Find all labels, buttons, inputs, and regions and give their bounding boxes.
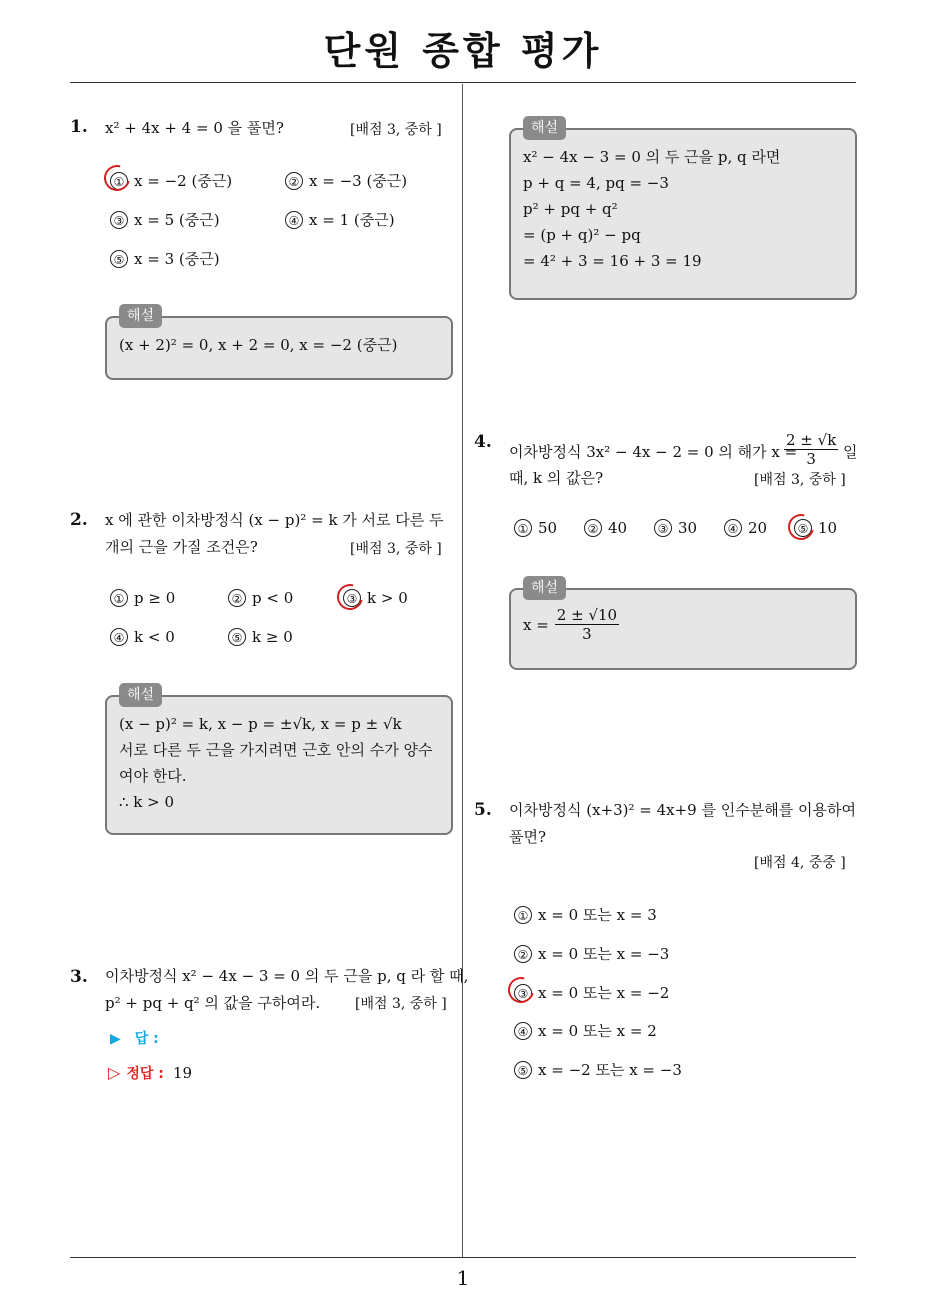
- q3-score: [배점 3, 중하 ]: [355, 996, 447, 1012]
- q5-score: [배점 4, 중중 ]: [754, 855, 846, 871]
- page-number: 1: [456, 1266, 470, 1290]
- option-text: p < 0: [252, 589, 294, 607]
- q1-number: 1.: [70, 117, 88, 137]
- q4-option-4[interactable]: [724, 519, 767, 537]
- option-text: 10: [818, 519, 838, 537]
- solution-line: p² + pq + q²: [523, 200, 618, 218]
- q4-text-part: 이차방정식 3x² − 4x − 2 = 0 의 해가 x =: [509, 443, 798, 461]
- option-marker: ⑤: [794, 519, 812, 537]
- correct-arrow-icon: ▷: [108, 1063, 121, 1082]
- solution-tag: 해설: [119, 683, 162, 707]
- option-marker: ④: [724, 519, 742, 537]
- q4-option-2[interactable]: [584, 519, 627, 537]
- option-text: x = −2 또는 x = −3: [538, 1061, 682, 1079]
- solution-line: p + q = 4, pq = −3: [523, 174, 669, 192]
- q2-option-2[interactable]: [228, 589, 293, 607]
- q1-text: x² + 4x + 4 = 0 을 풀면?: [105, 119, 284, 137]
- option-text: x = 0 또는 x = 2: [538, 1022, 657, 1040]
- option-text: x = 0 또는 x = −2: [538, 984, 670, 1002]
- option-text: p ≥ 0: [134, 589, 176, 607]
- q5-option-2[interactable]: [514, 943, 669, 964]
- q5-option-1[interactable]: [514, 904, 657, 925]
- q4-option-1[interactable]: [514, 519, 557, 537]
- correct-value: 19: [172, 1064, 193, 1082]
- solution-line: x² − 4x − 3 = 0 의 두 근을 p, q 라면: [523, 148, 781, 166]
- option-text: 20: [748, 519, 768, 537]
- option-text: 50: [538, 519, 558, 537]
- option-marker: ②: [228, 589, 246, 607]
- q2-option-4[interactable]: [110, 628, 175, 646]
- q3-number: 3.: [70, 967, 88, 987]
- selected-mark-icon: [332, 579, 368, 615]
- option-marker: ②: [584, 519, 602, 537]
- fraction-denominator: 3: [806, 450, 816, 468]
- option-marker: ①: [110, 172, 128, 190]
- option-marker: ⑤: [228, 628, 246, 646]
- answer-arrow-icon: ▶: [110, 1031, 121, 1047]
- option-text: x = 0 또는 x = 3: [538, 906, 657, 924]
- q1-score: [배점 3, 중하 ]: [350, 122, 442, 138]
- solution-prefix: x =: [523, 615, 549, 634]
- option-text: x = −2 (중근): [134, 172, 233, 190]
- q4-option-3[interactable]: [654, 519, 697, 537]
- solution-line: [523, 606, 843, 643]
- solution-line: = (p + q)² − pq: [523, 226, 641, 244]
- q1-option-4[interactable]: [285, 209, 395, 230]
- solution-line: (x − p)² = k, x − p = ±√k, x = p ± √k: [119, 715, 402, 733]
- option-marker: ①: [514, 906, 532, 924]
- selected-mark-icon: [783, 509, 819, 545]
- q4-text-line1: [509, 438, 797, 466]
- fraction-numerator: 2 ± √k: [786, 431, 837, 449]
- q4-solution-box: [509, 580, 857, 670]
- solution-line: (x + 2)² = 0, x + 2 = 0, x = −2 (중근): [119, 336, 398, 354]
- option-marker: ①: [110, 589, 128, 607]
- solution-tag: 해설: [523, 116, 566, 140]
- column-divider: [462, 84, 463, 1257]
- q4-text-tail: 일: [843, 443, 858, 461]
- option-marker: ④: [514, 1022, 532, 1040]
- option-text: x = 5 (중근): [134, 211, 220, 229]
- q5-option-4[interactable]: [514, 1020, 657, 1041]
- answer-label: 답 :: [134, 1031, 159, 1047]
- q5-text-line2: 풀면?: [509, 828, 547, 846]
- option-text: x = 0 또는 x = −3: [538, 945, 670, 963]
- q5-text-line1: 이차방정식 (x+3)² = 4x+9 를 인수분해를 이용하여: [509, 801, 856, 819]
- q5-option-3[interactable]: [514, 982, 669, 1003]
- option-marker: ③: [343, 589, 361, 607]
- q2-option-5[interactable]: [228, 628, 293, 646]
- q1-solution-box: [105, 308, 453, 380]
- option-marker: ⑤: [514, 1061, 532, 1079]
- option-marker: ④: [285, 211, 303, 229]
- option-marker: ②: [514, 945, 532, 963]
- q3-solution-box: [509, 120, 857, 300]
- q1-option-5[interactable]: [110, 248, 220, 269]
- q3-text-line2: p² + pq + q² 의 값을 구하여라.: [105, 994, 321, 1012]
- option-text: x = −3 (중근): [309, 172, 408, 190]
- option-text: k ≥ 0: [252, 628, 293, 646]
- q4-text-line2: 때, k 의 값은?: [509, 469, 604, 487]
- option-marker: ③: [110, 211, 128, 229]
- fraction-numerator: 2 ± √10: [556, 606, 618, 624]
- solution-tag: 해설: [119, 304, 162, 328]
- solution-fraction: [555, 606, 619, 643]
- option-text: k < 0: [134, 628, 175, 646]
- solution-line: = 4² + 3 = 16 + 3 = 19: [523, 252, 702, 270]
- q3-text-line1: 이차방정식 x² − 4x − 3 = 0 의 두 근을 p, q 라 할 때,: [105, 967, 469, 985]
- option-text: k > 0: [367, 589, 408, 607]
- solution-line: 서로 다른 두 근을 가지려면 근호 안의 수가 양수: [119, 741, 433, 759]
- option-text: 30: [678, 519, 698, 537]
- option-marker: ①: [514, 519, 532, 537]
- solution-line: ∴ k > 0: [119, 793, 175, 811]
- correct-label: 정답 :: [126, 1066, 164, 1082]
- q2-number: 2.: [70, 510, 88, 530]
- option-marker: ②: [285, 172, 303, 190]
- solution-line: 여야 한다.: [119, 767, 187, 785]
- q3-correct-row: [108, 1063, 192, 1083]
- q4-number: 4.: [474, 432, 492, 452]
- q4-fraction: [784, 431, 838, 468]
- option-text: 40: [608, 519, 628, 537]
- q2-solution-box: [105, 687, 453, 835]
- q1-option-3[interactable]: [110, 209, 220, 230]
- bottom-divider: [70, 1257, 856, 1258]
- q2-option-1[interactable]: [110, 589, 175, 607]
- solution-tag: 해설: [523, 576, 566, 600]
- q4-score: [배점 3, 중하 ]: [754, 472, 846, 488]
- q3-answer-row: [110, 1028, 159, 1048]
- fraction-denominator: 3: [582, 625, 592, 643]
- q5-option-5[interactable]: [514, 1059, 682, 1080]
- option-marker: ③: [654, 519, 672, 537]
- option-marker: ⑤: [110, 250, 128, 268]
- q2-score: [배점 3, 중하 ]: [350, 541, 442, 557]
- q2-text-line1: x 에 관한 이차방정식 (x − p)² = k 가 서로 다른 두: [105, 511, 444, 529]
- option-text: x = 1 (중근): [309, 211, 395, 229]
- top-divider: [70, 82, 856, 83]
- q5-number: 5.: [474, 800, 492, 820]
- page-title: 단원 종합 평가: [323, 29, 603, 73]
- q1-option-2[interactable]: [285, 170, 407, 191]
- option-marker: ③: [514, 984, 532, 1002]
- q2-text-line2: 개의 근을 가질 조건은?: [105, 538, 258, 556]
- option-marker: ④: [110, 628, 128, 646]
- option-text: x = 3 (중근): [134, 250, 220, 268]
